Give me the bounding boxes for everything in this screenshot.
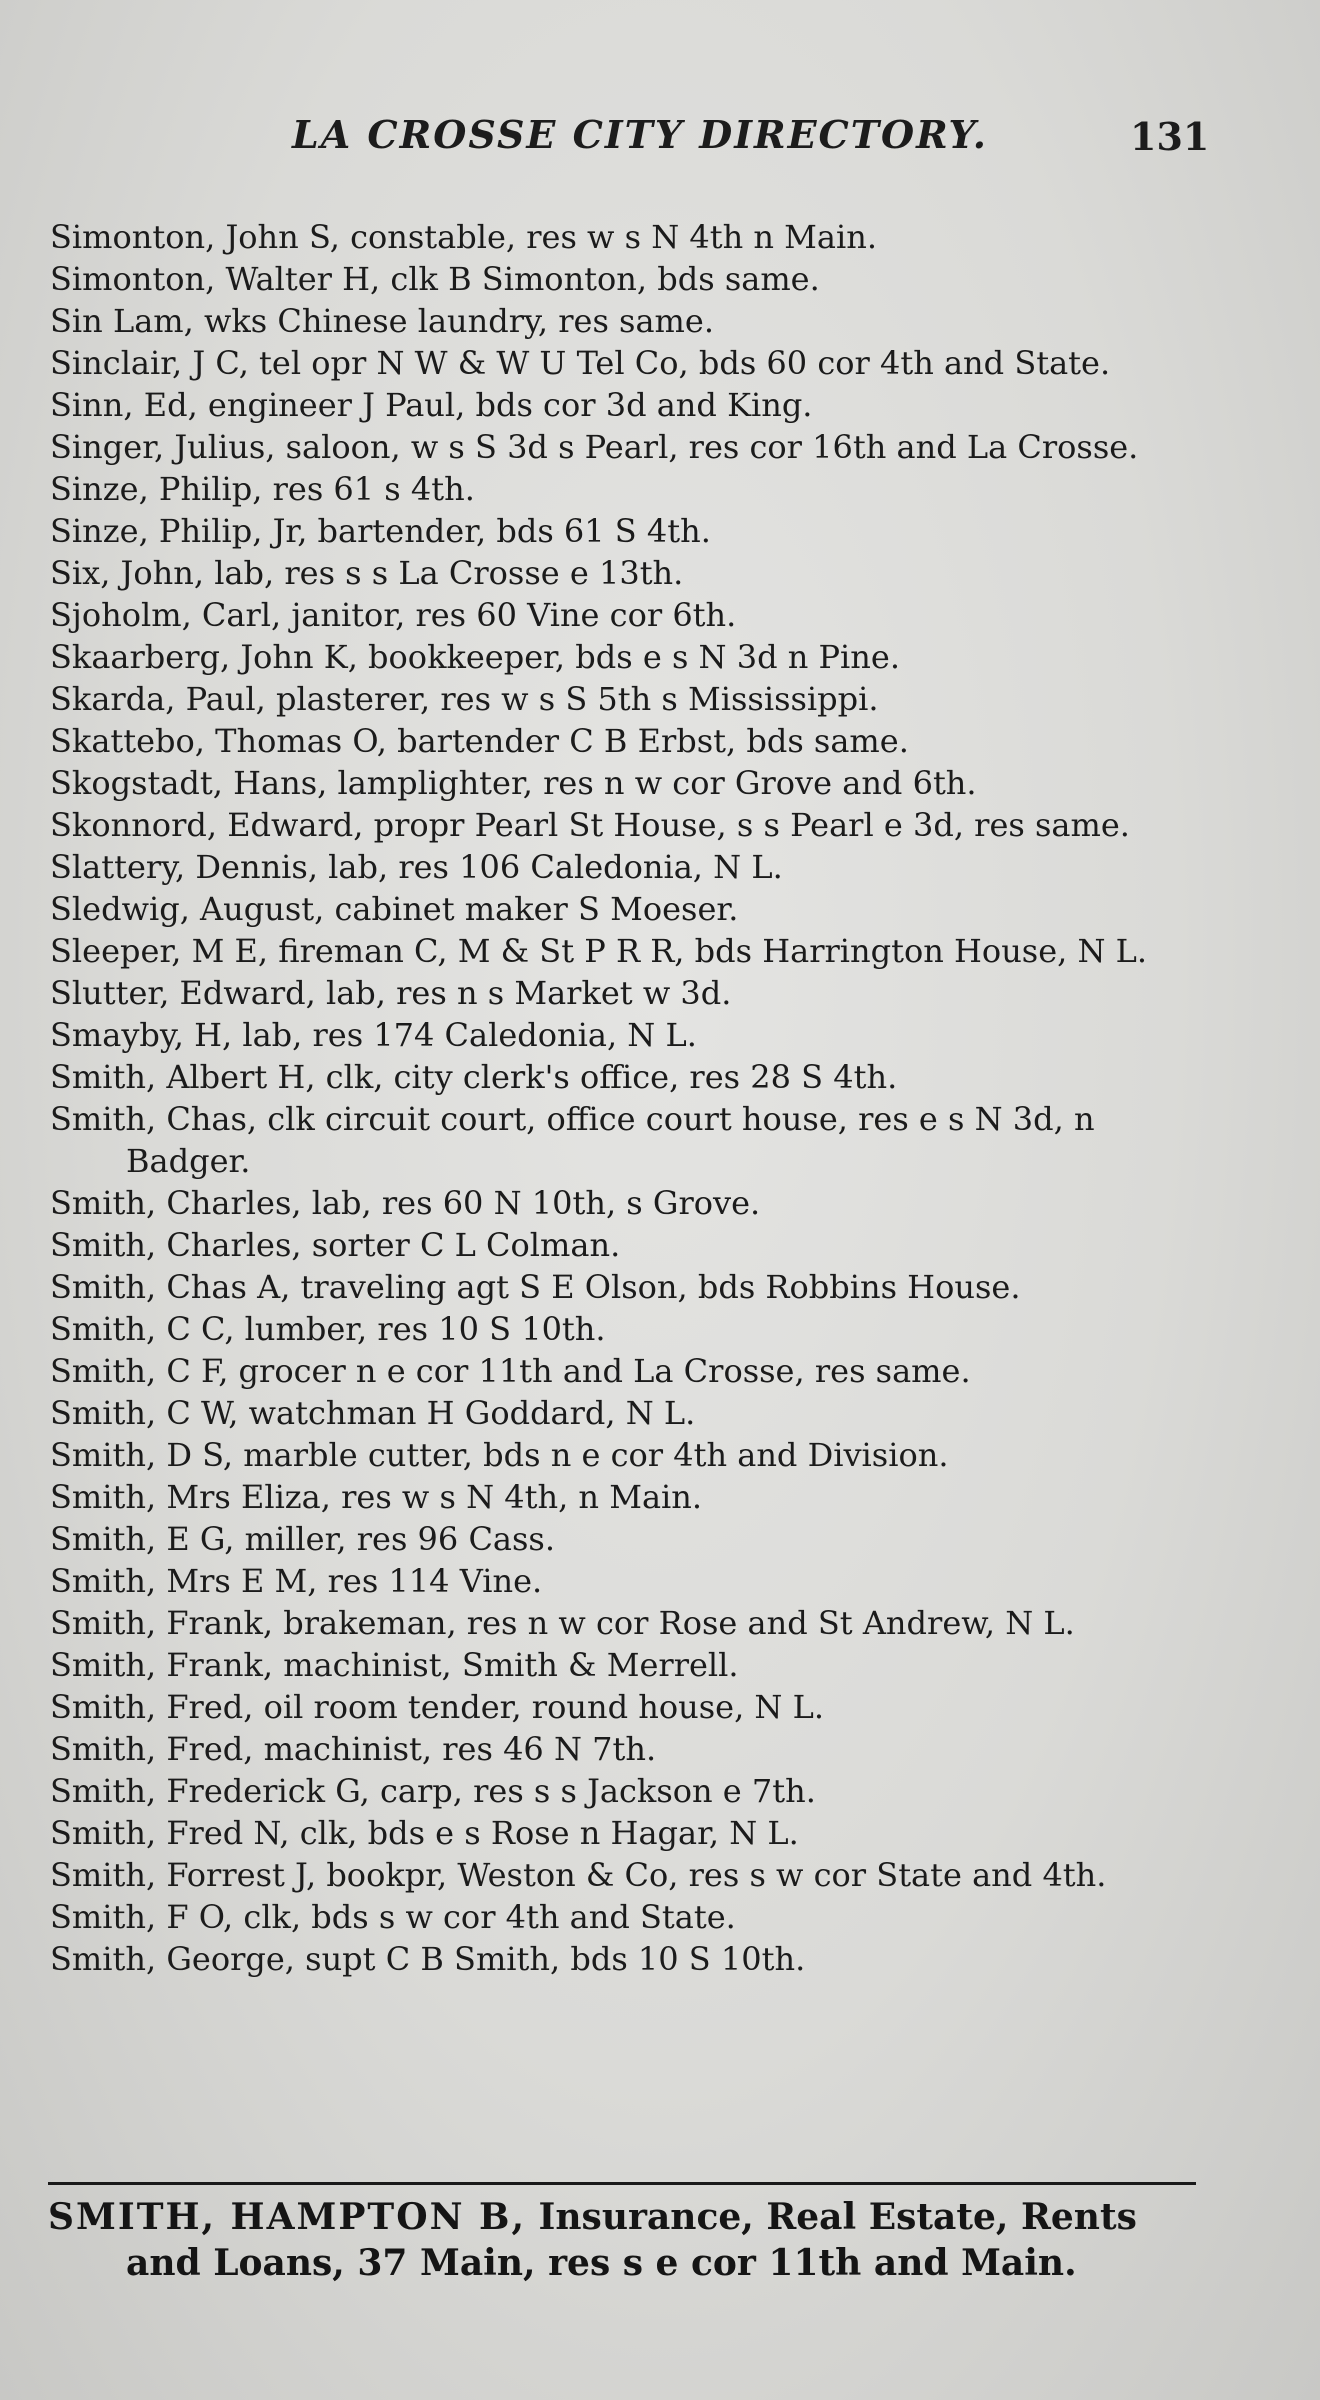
- directory-entry: Smith, Mrs E M, res 114 Vine.: [50, 1562, 543, 1600]
- directory-entry: Sjoholm, Carl, janitor, res 60 Vine cor 6th.: [50, 596, 737, 634]
- directory-entry: Sinclair, J C, tel opr N W & W U Tel Co, bds 60 cor 4th and State.: [50, 344, 1111, 382]
- advertiser-name: SMITH, HAMPTON B,: [48, 2196, 526, 2238]
- directory-entry: Skogstadt, Hans, lamplighter, res n w cor Grove and 6th.: [50, 764, 977, 802]
- directory-entry: Smith, Frank, brakeman, res n w cor Rose and St Andrew, N L.: [50, 1604, 1075, 1642]
- directory-entry: Smith, C F, grocer n e cor 11th and La Crosse, res same.: [50, 1352, 971, 1390]
- directory-entry: Sin Lam, wks Chinese laundry, res same.: [50, 302, 714, 340]
- directory-entry: Smith, Charles, sorter C L Colman.: [50, 1226, 621, 1264]
- directory-entry: Smith, Albert H, clk, city clerk's office, res 28 S 4th.: [50, 1058, 898, 1096]
- directory-entry: Smith, D S, marble cutter, bds n e cor 4th and Division.: [50, 1436, 949, 1474]
- page-header: [0, 112, 1320, 172]
- directory-entry: Smith, Fred N, clk, bds e s Rose n Hagar, N L.: [50, 1814, 799, 1852]
- directory-entry: Smith, Chas, clk circuit court, office court house, res e s N 3d, n Badger.: [50, 1100, 1095, 1180]
- directory-entry: Smayby, H, lab, res 174 Caledonia, N L.: [50, 1016, 697, 1054]
- directory-entry: Six, John, lab, res s s La Crosse e 13th.: [50, 554, 684, 592]
- directory-entry: Sledwig, August, cabinet maker S Moeser.: [50, 890, 739, 928]
- page-number: 131: [1130, 114, 1210, 159]
- directory-entry: Simonton, Walter H, clk B Simonton, bds same.: [50, 260, 820, 298]
- directory-entry: Sinze, Philip, Jr, bartender, bds 61 S 4th.: [50, 512, 711, 550]
- advertisement-line-1: [48, 2194, 1208, 2240]
- advertisement: [48, 2194, 1208, 2286]
- directory-entry: Smith, E G, miller, res 96 Cass.: [50, 1520, 556, 1558]
- advertisement-services: Insurance, Real Estate, Rents: [538, 2196, 1137, 2238]
- directory-entry: Skaarberg, John K, bookkeeper, bds e s N 3d n Pine.: [50, 638, 900, 676]
- advertisement-line-2: and Loans, 37 Main, res s e cor 11th and Main.: [126, 2242, 1077, 2284]
- directory-entry: Smith, Fred, machinist, res 46 N 7th.: [50, 1730, 657, 1768]
- directory-entry: Skonnord, Edward, propr Pearl St House, s s Pearl e 3d, res same.: [50, 806, 1130, 844]
- directory-entries: [50, 216, 1200, 1980]
- directory-entry: Smith, Frederick G, carp, res s s Jackson e 7th.: [50, 1772, 816, 1810]
- directory-entry: Slattery, Dennis, lab, res 106 Caledonia, N L.: [50, 848, 783, 886]
- directory-entry: Sinn, Ed, engineer J Paul, bds cor 3d and King.: [50, 386, 813, 424]
- directory-entry: Smith, C W, watchman H Goddard, N L.: [50, 1394, 696, 1432]
- advertisement-rule: [48, 2182, 1196, 2185]
- directory-entry: Singer, Julius, saloon, w s S 3d s Pearl, res cor 16th and La Crosse.: [50, 428, 1139, 466]
- running-title: LA CROSSE CITY DIRECTORY.: [292, 112, 989, 157]
- directory-entry: Smith, Charles, lab, res 60 N 10th, s Grove.: [50, 1184, 761, 1222]
- directory-entry: Smith, F O, clk, bds s w cor 4th and State.: [50, 1898, 736, 1936]
- directory-entry: Sleeper, M E, fireman C, M & St P R R, bds Harrington House, N L.: [50, 932, 1148, 970]
- directory-entry: Simonton, John S, constable, res w s N 4th n Main.: [50, 218, 878, 256]
- directory-entry: Smith, George, supt C B Smith, bds 10 S 10th.: [50, 1940, 806, 1978]
- directory-entry: Skarda, Paul, plasterer, res w s S 5th s Mississippi.: [50, 680, 879, 718]
- directory-entry: Skattebo, Thomas O, bartender C B Erbst, bds same.: [50, 722, 909, 760]
- directory-entry: Smith, Chas A, traveling agt S E Olson, bds Robbins House.: [50, 1268, 1021, 1306]
- directory-entry: Sinze, Philip, res 61 s 4th.: [50, 470, 475, 508]
- directory-entry: Smith, C C, lumber, res 10 S 10th.: [50, 1310, 606, 1348]
- directory-entry: Smith, Frank, machinist, Smith & Merrell.: [50, 1646, 739, 1684]
- directory-entry: Smith, Forrest J, bookpr, Weston & Co, res s w cor State and 4th.: [50, 1856, 1107, 1894]
- directory-entry: Smith, Fred, oil room tender, round house, N L.: [50, 1688, 824, 1726]
- directory-entry: Slutter, Edward, lab, res n s Market w 3d.: [50, 974, 732, 1012]
- directory-entry: Smith, Mrs Eliza, res w s N 4th, n Main.: [50, 1478, 703, 1516]
